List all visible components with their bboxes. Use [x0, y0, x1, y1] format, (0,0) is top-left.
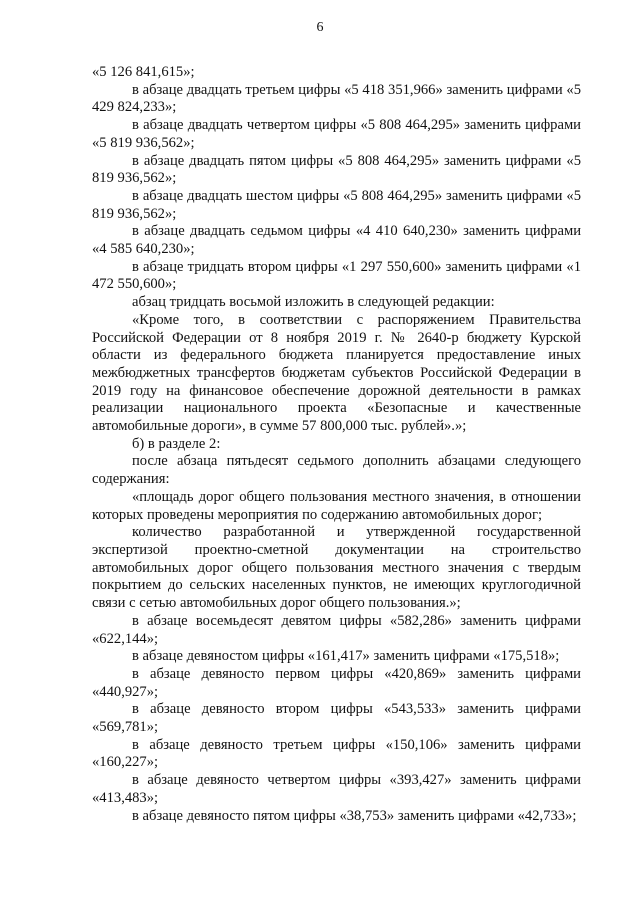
paragraph-11: после абзаца пятьдесят седьмого дополнить абзацами следующего содержания: — [92, 453, 581, 488]
paragraph-15: в абзаце девяностом цифры «161,417» заменить цифрами «175,518»; — [132, 648, 560, 665]
paragraph-7: в абзаце тридцать втором цифры «1 297 550,600» заменить цифрами «1 472 550,600»; — [92, 258, 581, 293]
paragraph-20: в абзаце девяносто пятом цифры «38,753» заменить цифрами «42,733»; — [132, 807, 577, 824]
paragraph-2: в абзаце двадцать третьем цифры «5 418 351,966» заменить цифрами «5 429 824,233»; — [92, 81, 581, 116]
paragraph-5: в абзаце двадцать шестом цифры «5 808 464,295» заменить цифрами «5 819 936,562»; — [92, 187, 581, 222]
paragraph-6: в абзаце двадцать седьмом цифры «4 410 640,230» заменить цифрами «4 585 640,230»; — [92, 223, 581, 258]
page-number: 6 — [316, 20, 324, 35]
paragraph-12: «площадь дорог общего пользования местного значения, в отношении которых проведены мероприятия по содержанию автомобильных дорог; — [92, 488, 581, 523]
paragraph-17: в абзаце девяносто втором цифры «543,533» заменить цифрами «569,781»; — [92, 701, 581, 736]
paragraph-19: в абзаце девяносто четвертом цифры «393,427» заменить цифрами «413,483»; — [92, 772, 581, 806]
paragraph-16: в абзаце девяносто первом цифры «420,869» заменить цифрами «440,927»; — [92, 665, 581, 700]
paragraph-13: количество разработанной и утвержденной государственной экспертизой проектно-сметной документации на строительство автомобильных дорог общего пользования местного значения с твердым покрытием до сельских населенных пунктов, не имеющих круглогодичной связи с сетью автомобильных дорог общего пользования.»; — [92, 524, 581, 612]
paragraph-3: в абзаце двадцать четвертом цифры «5 808 464,295» заменить цифрами «5 819 936,562»; — [92, 117, 581, 151]
paragraph-8: абзац тридцать восьмой изложить в следующей редакции: — [132, 294, 495, 311]
paragraph-10: б) в разделе 2: — [132, 435, 221, 452]
paragraph-4: в абзаце двадцать пятом цифры «5 808 464,295» заменить цифрами «5 819 936,562»; — [92, 152, 581, 187]
paragraph-14: в абзаце восемьдесят девятом цифры «582,286» заменить цифрами «622,144»; — [92, 612, 581, 647]
paragraph-18: в абзаце девяносто третьем цифры «150,106» заменить цифрами «160,227»; — [92, 736, 581, 771]
document-body — [92, 64, 581, 825]
paragraph-1: «5 126 841,615»; — [92, 64, 195, 80]
paragraph-9: «Кроме того, в соответствии с распоряжением Правительства Российской Федерации от 8 ноября 2019 г. № 2640-р бюджету Курской области из федерального бюджета планируется предоставление иных межбюджетных трансфертов бюджетам субъектов Российской Федерации в 2019 году на финансовое обеспечение дорожной деятельности в рамках реализации национального проекта «Безопасные и качественные автомобильные дороги», в сумме 57 800,000 тыс. рублей».»; — [92, 311, 581, 435]
